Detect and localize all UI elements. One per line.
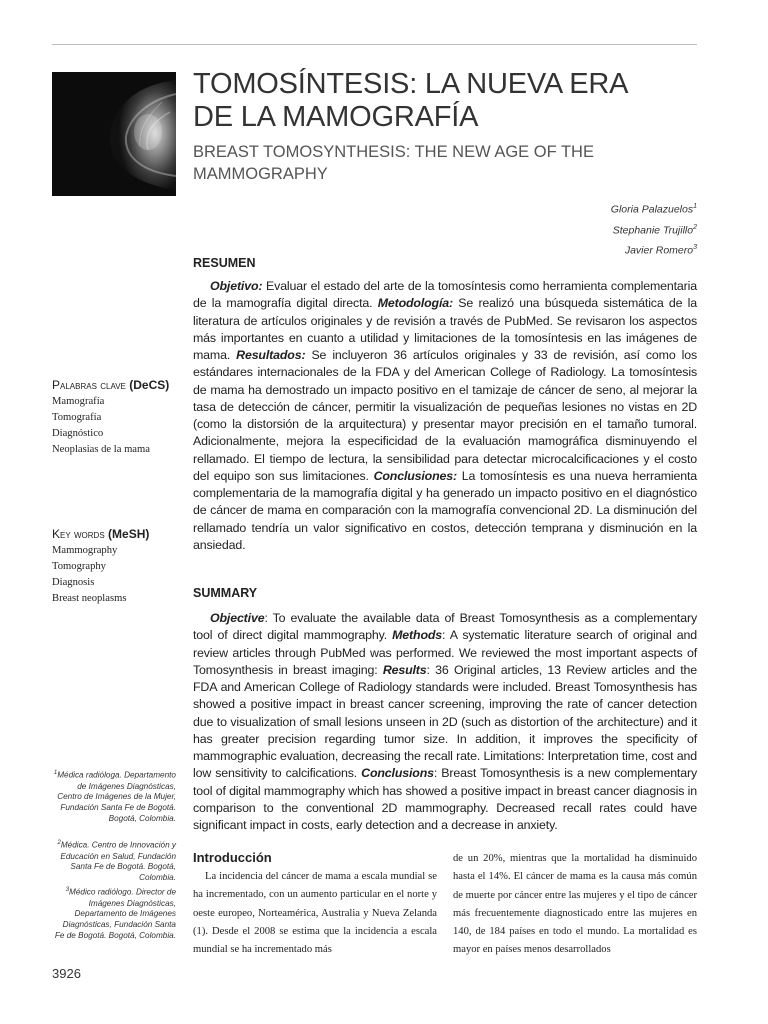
mammogram-image — [52, 72, 176, 196]
title-line-1: TOMOSÍNTESIS: LA NUEVA ERA — [193, 68, 629, 100]
label-metodologia: Metodología: — [377, 296, 453, 311]
introduccion-column-2: de un 20%, mientras que la mortalidad ha disminuido hasta el 14%. El cáncer de mama es la causa más común de muerte por cáncer entre las mujeres y el tipo de cáncer más frecuentemente diagnosticado entre las mujeres en 140, de 184 países en todo el mundo. La mortalidad es mayor en países menos desarrollados — [453, 853, 697, 956]
keyword-item: Mammography — [52, 545, 118, 556]
label-results: Results — [382, 662, 427, 677]
page-number: 3926 — [52, 966, 81, 981]
label-methods: Methods — [392, 628, 443, 643]
author: Stephanie Trujillo$^2$ — [612, 223, 697, 236]
label-objetivo: Objetivo: — [210, 279, 263, 293]
title-line-2: DE LA MAMOGRAFÍA — [193, 101, 479, 133]
palabras-clave-list — [52, 394, 150, 458]
keyword-item: Mamografía — [52, 396, 105, 407]
resumen-body: Objetivo: Evaluar el estado del arte de la tomosíntesis como herramienta complementaria de la mamografía digital directa. Metodología: Se realizó una búsqueda sistemática de la literatura de artículos originales y de revisión a través de PubMed. Se revisaron los aspectos más importantes en cuanto a utilidad y limitaciones de la tomosíntesis en las imágenes de mama. Resultados: Se incluyeron 36 artículos originales y 33 de revisión, así como los estándares internacionales de la FDA y del American College of Radiology. La tomosíntesis de mama ha demostrado un impacto positivo en el tamizaje de cáncer de seno, al mejorar la tasa de detección de cáncer, permitir la visualización de pequeñas lesiones no vistas en 2D (como la distorsión de la arquitectura) y presentar mayor precisión en el tamaño tumoral. Adicionalmente, mejora la especificidad de la evaluación mamográfica disminuyendo el rellamado. El tiempo de lectura, la sensibilidad para detectar microcalcificaciones y el costo del equipo son sus limitaciones. Conclusiones: La tomosíntesis es una nueva herramienta complementaria de la mamografía digital y ha generado un impacto positivo en el diagnóstico de cáncer de mama en comparación con la mamografía convencional 2D. La disminución del rellamado tendría un valor significativo en costos, detección temprana y disminución en la ansiedad. — [193, 279, 698, 552]
keyword-item: Neoplasias de la mama — [52, 444, 150, 455]
keyword-item: Diagnosis — [52, 577, 95, 588]
article-title — [193, 68, 693, 134]
keyword-item: Breast neoplasms — [52, 593, 127, 604]
affiliation-1: $^1$Médica radióloga. Departamento de Imágenes Diagnósticas, Centro de Imágenes de la Mujer, Fundación Santa Fe de Bogotá. Bogotá, Colombia. — [53, 770, 176, 823]
keyword-item: Diagnóstico — [52, 428, 104, 439]
resumen-heading: RESUMEN — [193, 256, 256, 270]
key-words-list — [52, 543, 126, 607]
affiliation-2: $^2$Médica. Centro de Innovación y Educación en Salud, Fundación Santa Fe de Bogotá. Bogotá, Colombia. — [57, 840, 176, 883]
author: Gloria Palazuelos$^1$ — [610, 203, 697, 216]
summary-body: Objective: To evaluate the available data of Breast Tomosynthesis as a complementary tool of direct digital mammography. Methods: A systematic literature search of original and review articles through PubMed was performed. We reviewed the most important aspects of Tomosynthesis in breast imaging: Results: 36 Original articles, 13 Review articles and the FDA and American College of Radiology standards were included. Breast Tomosynthesis has showed a positive impact in breast cancer screening, improving the rate of cancer detection due to visualization of small lesions unseen in 2D (such as distortion of the architecture) and it has greater precision regarding tumor size. In addition, it improves the specificity of mammographic evaluation, decreasing the recall rate. Limitations: Interpretation time, cost and low sensitivity to calcifications. Conclusions: Breast Tomosynthesis is a new complementary tool of digital mammography which has showed a positive impact in breast cancer diagnosis in comparison to the conventional 2D mammography. Decreased recall rates could have significant impact in costs, early detection and a decrease in anxiety. — [193, 611, 697, 832]
keyword-item: Tomografía — [52, 412, 102, 423]
key-words-heading: Key words (MeSH) — [52, 527, 150, 541]
palabras-clave-heading: Palabras clave (DeCS) — [52, 378, 170, 392]
introduccion-column-1: La incidencia del cáncer de mama a escala mundial se ha incrementado, con un aumento particular en el norte y oeste europeo, Norteamérica, Australia y Nueva Zelanda (1). Desde el 2008 se estima que la incidencia a escala mundial se ha incrementado más — [193, 871, 437, 956]
summary-heading: SUMMARY — [193, 586, 258, 600]
introduccion-heading: Introducción — [193, 850, 272, 865]
label-resultados: Resultados: — [236, 348, 306, 362]
author-list — [450, 198, 697, 260]
mammogram-graphic — [52, 72, 176, 196]
affiliation-3: $^3$Médico radiólogo. Director de Imágenes Diagnósticas, Departamento de Imágenes Diagnósticas, Fundación Santa Fe de Bogotá. Bogotá, Colombia. — [54, 887, 176, 940]
label-conclusiones: Conclusiones: — [373, 468, 457, 483]
label-objective: Objective — [210, 611, 265, 625]
keyword-item: Tomography — [52, 561, 106, 572]
top-rule — [52, 44, 697, 45]
label-conclusions: Conclusions — [361, 766, 434, 781]
author: Javier Romero$^3$ — [624, 244, 697, 257]
article-subtitle: BREAST TOMOSYNTHESIS: THE NEW AGE OF THE MAMMOGRAPHY — [193, 143, 594, 183]
